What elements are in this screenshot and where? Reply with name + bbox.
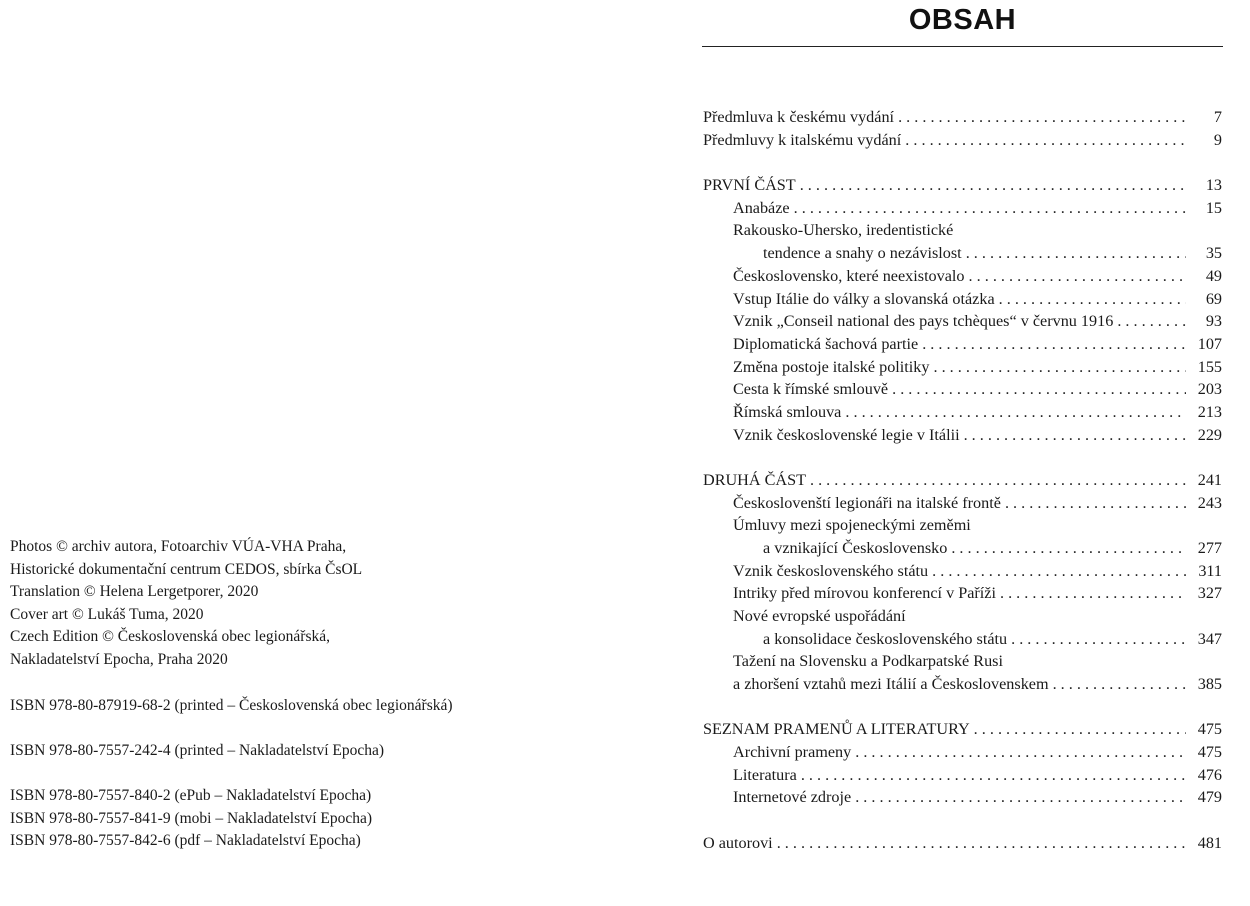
toc-page-number: 481 (1197, 834, 1222, 852)
toc-entry[interactable] (703, 582, 1222, 604)
dot-leader (888, 378, 1186, 400)
toc-part-heading[interactable] (703, 469, 1222, 491)
isbn-line: ISBN 978-80-7557-242-4 (printed – Nakladatelství Epocha) (10, 742, 385, 759)
toc-entry-continuation[interactable] (703, 673, 1222, 695)
toc-page-number: 13 (1205, 176, 1222, 194)
toc-entry-text: Vznik československého státu (733, 562, 929, 580)
dot-leader (970, 718, 1186, 740)
toc-entry-text: Anabáze (733, 199, 790, 217)
toc-entry[interactable] (703, 832, 1222, 854)
isbn-line: ISBN 978-80-7557-841-9 (mobi – Nakladatelství Epocha) (10, 809, 373, 827)
toc-page-number: 7 (1213, 108, 1222, 126)
toc-page-number: 93 (1205, 312, 1222, 330)
toc-entry[interactable] (703, 265, 1222, 287)
toc-entry[interactable] (703, 106, 1222, 128)
dot-leader (806, 469, 1186, 491)
toc-page-number: 107 (1197, 335, 1222, 353)
toc-entry-text: a zhoršení vztahů mezi Itálií a Československem (733, 675, 1049, 693)
toc-entry-text: Československo, které neexistovalo (733, 267, 965, 285)
dot-leader (1113, 310, 1186, 332)
dot-leader (960, 424, 1186, 446)
toc-part-heading[interactable] (703, 718, 1222, 740)
toc-part-heading[interactable] (703, 174, 1222, 196)
toc-entry-text: Českoslovenští legionáři na italské frontě (733, 494, 1001, 512)
toc-page-number: 475 (1197, 743, 1222, 761)
toc-entry-text: Nové evropské uspořádání (733, 607, 906, 625)
credit-line: Photos © archiv autora, Fotoarchiv VÚA-VHA Praha, (10, 538, 347, 555)
toc-entry[interactable] (703, 356, 1222, 378)
dot-leader (918, 333, 1186, 355)
toc-entry-text: O autorovi (703, 834, 773, 852)
toc-page-number: 9 (1213, 131, 1222, 149)
toc-page-number: 243 (1197, 494, 1222, 512)
isbn-block (10, 785, 372, 853)
dot-leader (773, 832, 1186, 854)
dot-leader (928, 560, 1186, 582)
contents-page (625, 0, 1250, 906)
toc-entry-continuation[interactable] (703, 537, 1222, 559)
toc-entry[interactable] (703, 424, 1222, 446)
dot-leader (851, 741, 1186, 763)
toc-page-number: 49 (1205, 267, 1222, 285)
dot-leader (1001, 492, 1186, 514)
toc-page-number: 385 (1197, 675, 1222, 693)
dot-leader (841, 401, 1186, 423)
toc-entry[interactable] (703, 288, 1222, 310)
toc-page-number: 311 (1198, 562, 1222, 580)
toc-page-number: 241 (1197, 471, 1222, 489)
toc-entry-text: Vznik československé legie v Itálii (733, 426, 960, 444)
dot-leader (995, 288, 1186, 310)
dot-leader (797, 764, 1186, 786)
toc-page-number: 69 (1205, 290, 1222, 308)
dot-leader (851, 786, 1186, 808)
credits-block (10, 536, 362, 672)
toc-entry-text: a vznikající Československo (763, 539, 948, 557)
isbn-line: ISBN 978-80-7557-840-2 (ePub – Nakladatelství Epocha) (10, 787, 372, 804)
toc-entry[interactable] (703, 786, 1222, 808)
toc-page-number: 213 (1197, 403, 1222, 421)
toc-page-number: 203 (1197, 380, 1222, 398)
toc-entry-text: Úmluvy mezi spojeneckými zeměmi (733, 516, 971, 534)
toc-entry[interactable] (703, 310, 1222, 332)
dot-leader (996, 582, 1186, 604)
toc-page-number: 476 (1197, 766, 1222, 784)
toc-page-number: 327 (1197, 584, 1222, 602)
dot-leader (962, 242, 1186, 264)
toc-entry-continuation[interactable] (703, 242, 1222, 264)
toc-entry-text: tendence a snahy o nezávislost (763, 244, 962, 262)
toc-entry-text: Diplomatická šachová partie (733, 335, 919, 353)
dot-leader (790, 197, 1186, 219)
dot-leader (929, 356, 1186, 378)
toc-entry-text: Literatura (733, 766, 797, 784)
toc-entry-text: Změna postoje italské politiky (733, 358, 930, 376)
toc-page-number: 475 (1197, 720, 1222, 738)
isbn-line: ISBN 978-80-87919-68-2 (printed – Československá obec legionářská) (10, 697, 453, 714)
toc-entry-text: Předmluvy k italskému vydání (703, 131, 902, 149)
title-rule (702, 46, 1223, 47)
dot-leader (965, 265, 1186, 287)
toc-page-number: 347 (1197, 630, 1222, 648)
toc-entry[interactable] (703, 650, 1222, 672)
toc-entry-text: Vznik „Conseil national des pays tchèques“ v červnu 1916 (733, 312, 1114, 330)
toc-page-number: 35 (1205, 244, 1222, 262)
toc-entry-text: Intriky před mírovou konferencí v Paříži (733, 584, 996, 602)
toc-entry-text: Vstup Itálie do války a slovanská otázka (733, 290, 995, 308)
toc-entry-text: Předmluva k českému vydání (703, 108, 895, 126)
isbn-block (10, 695, 453, 718)
toc-page-number: 155 (1197, 358, 1222, 376)
toc-page-number: 277 (1197, 539, 1222, 557)
isbn-block (10, 740, 384, 763)
credit-line: Translation © Helena Lergetporer, 2020 (10, 583, 259, 601)
toc-entry[interactable] (703, 333, 1222, 355)
toc-entry-text: Rakousko-Uhersko, iredentistické (733, 221, 954, 239)
toc-entry-text: a konsolidace československého státu (763, 630, 1008, 648)
toc-entry[interactable] (703, 514, 1222, 536)
toc-entry[interactable] (703, 129, 1222, 151)
dot-leader (901, 129, 1186, 151)
toc-entry-continuation[interactable] (703, 628, 1222, 650)
toc-entry[interactable] (703, 219, 1222, 241)
credit-line: Historické dokumentační centrum CEDOS, sbírka ČsOL (10, 560, 363, 578)
dot-leader (947, 537, 1186, 559)
toc-entry[interactable] (703, 605, 1222, 627)
toc-title: OBSAH (908, 4, 1017, 36)
toc-page-number: 15 (1205, 199, 1222, 217)
dot-leader (1007, 628, 1186, 650)
toc-entry-text: Cesta k římské smlouvě (733, 380, 889, 398)
toc-page-number: 229 (1197, 426, 1222, 444)
toc-entry[interactable] (703, 492, 1222, 514)
toc-entry-text: Archivní prameny (733, 743, 852, 761)
toc-entry-text: Internetové zdroje (733, 788, 852, 806)
toc-entry[interactable] (703, 378, 1222, 400)
toc-entry-text: Římská smlouva (733, 403, 842, 421)
toc-entry[interactable] (703, 741, 1222, 763)
toc-entry-text: DRUHÁ ČÁST (703, 471, 806, 489)
toc-page-number: 479 (1197, 788, 1222, 806)
toc-entry-text: Tažení na Slovensku a Podkarpatské Rusi (733, 652, 1003, 670)
toc-entry[interactable] (703, 401, 1222, 423)
dot-leader (1049, 673, 1186, 695)
credit-line: Czech Edition © Československá obec legionářská, (10, 628, 330, 646)
isbn-line: ISBN 978-80-7557-842-6 (pdf – Nakladatelství Epocha) (10, 832, 361, 850)
toc-entry[interactable] (703, 197, 1222, 219)
dot-leader (894, 106, 1186, 128)
toc-entry[interactable] (703, 764, 1222, 786)
credit-line: Cover art © Lukáš Tuma, 2020 (10, 605, 204, 623)
toc-entry-text: SEZNAM PRAMENŮ A LITERATURY (703, 720, 970, 738)
credit-line: Nakladatelství Epocha, Praha 2020 (10, 650, 228, 668)
dot-leader (796, 174, 1186, 196)
toc-entry[interactable] (703, 560, 1222, 582)
toc-entry-text: PRVNÍ ČÁST (703, 176, 796, 194)
